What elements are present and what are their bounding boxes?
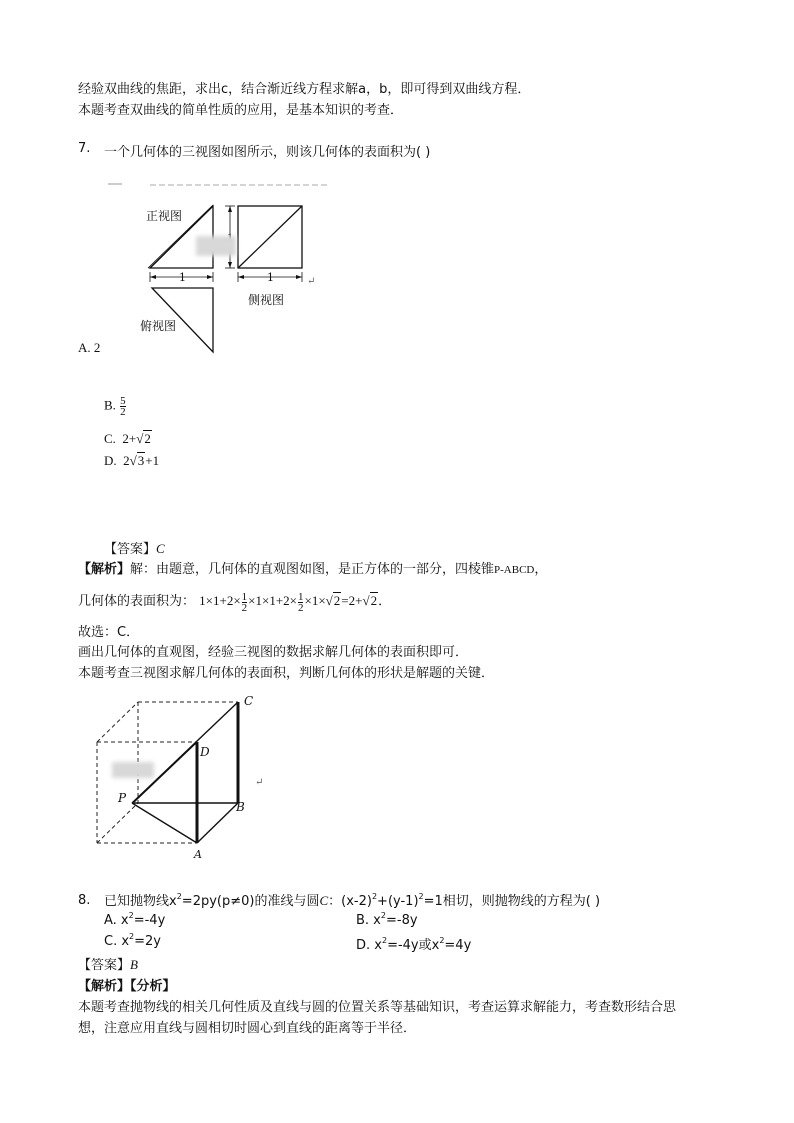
side-view-label: 侧视图 <box>248 293 285 307</box>
q8-number: 8. <box>78 893 91 908</box>
q7-option-d: D. 2√3+1 <box>104 453 160 468</box>
q8-option-a: A. $x^2=-4y$ <box>104 911 166 928</box>
q7-answer: 【答案】C <box>104 541 165 557</box>
blurred-watermark <box>196 236 236 256</box>
top-view-label: 俯视图 <box>140 319 177 333</box>
q8-option-c: C. $x^2=2y$ <box>104 932 161 949</box>
return-mark-icon: ↵ <box>307 276 316 287</box>
point-c-label: C <box>244 694 254 708</box>
q7-option-b: B. $\frac{5}{2}$ <box>104 395 126 418</box>
q8-analysis-line-1: 本题考查抛物线的相关几何性质及直线与圆的位置关系等基础知识，考查运算求解能力，考查数形结合思 <box>78 1000 677 1015</box>
q8-analysis-tag: 【解析】【分析】 <box>78 979 176 994</box>
intro-line-1: 经验双曲线的焦距，求出c，结合渐近线方程求解a，b，即可得到双曲线方程． <box>78 82 531 97</box>
q8-option-d: D. $x^2=-4y$或$x^2=4y$ <box>356 936 472 953</box>
front-dim-label: 1 <box>179 271 186 284</box>
q7-note-2: 本题考查三视图求解几何体的表面积，判断几何体的形状是解题的关键． <box>78 666 495 681</box>
q8-stem: 已知抛物线$x^2=2py(p\ne 0)$的准线与圆C：$(x-2)^2+(y-1)^2=1$相切，则抛物线的方程为( ) <box>104 892 601 909</box>
q7-choose: 故选：C． <box>78 625 140 640</box>
q7-option-a: A. 2 <box>78 340 101 355</box>
blurred-watermark <box>112 762 154 778</box>
point-p-label: P <box>118 791 127 805</box>
q8-option-b: B. $x^2=-8y$ <box>356 911 418 928</box>
point-a-label: A <box>194 848 202 861</box>
q8-answer: 【答案】B <box>78 957 138 973</box>
point-b-label: B <box>236 800 245 814</box>
q7-note-1: 画出几何体的直观图，经验三视图的数据求解几何体的表面积即可． <box>78 645 469 660</box>
three-view-figure <box>100 180 330 356</box>
return-mark-icon: ↵ <box>255 777 264 788</box>
intro-line-2: 本题考查双曲线的简单性质的应用，是基本知识的考查． <box>78 103 404 118</box>
front-view-label: 正视图 <box>146 209 183 223</box>
q8-analysis-line-2: 想，注意应用直线与圆相切时圆心到直线的距离等于半径． <box>78 1021 417 1036</box>
q7-number: 7. <box>78 141 91 156</box>
q7-option-c: C. 2+√2 <box>104 431 151 446</box>
q7-analysis: 【解析】解：由题意，几何体的直观图如图，是正方体的一部分，四棱锥P-ABCD， <box>78 562 548 577</box>
side-dim-label: 1 <box>267 271 274 284</box>
q7-area-formula: 几何体的表面积为： 1×1+2× $\frac{1}{2}$ ×1×1+2× $\frac{1}{2}$ ×1×√2=2+√2． <box>78 590 392 614</box>
point-d-label: D <box>200 745 210 759</box>
q7-stem: 一个几何体的三视图如图所示，则该几何体的表面积为( ) <box>104 145 431 160</box>
